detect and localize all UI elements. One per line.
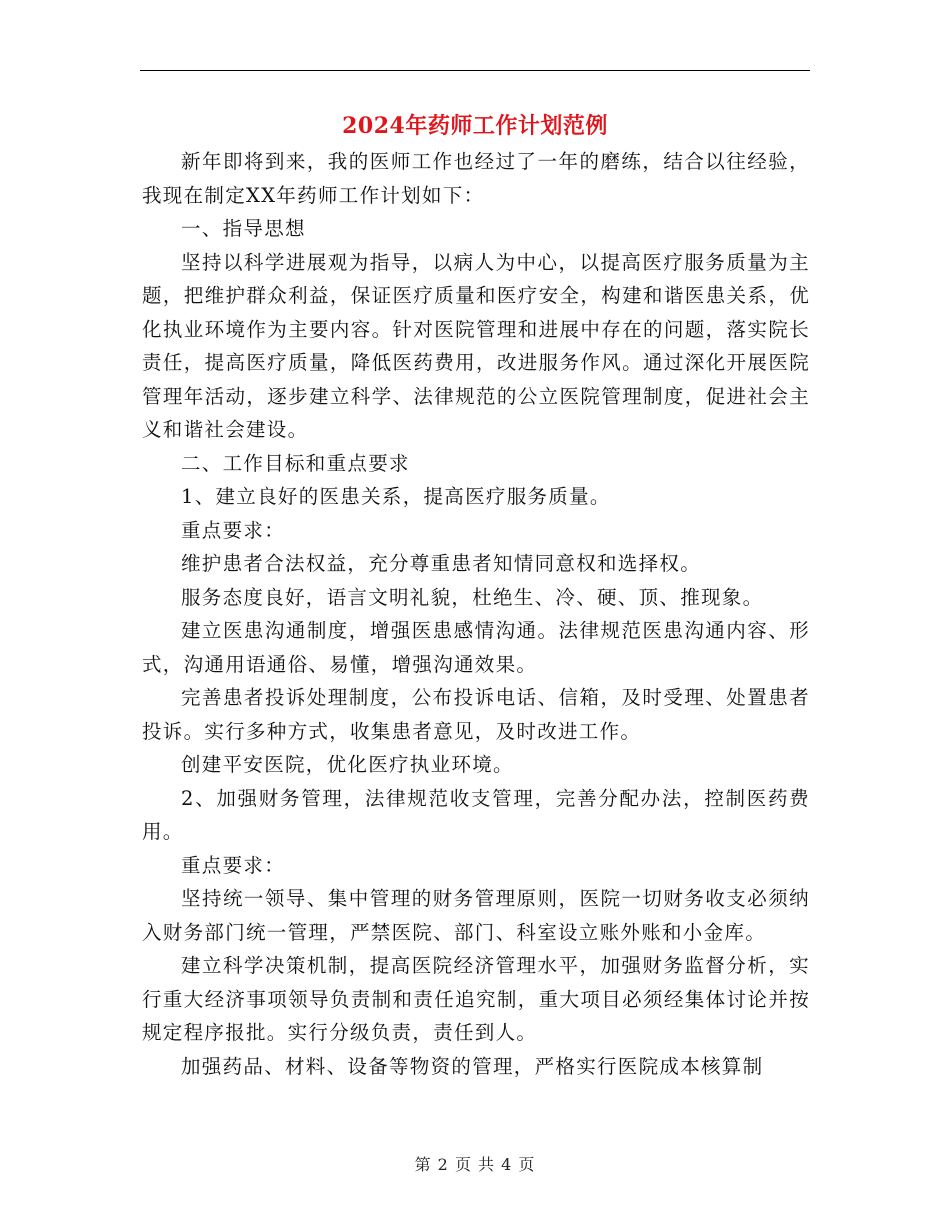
header-rule (140, 70, 810, 71)
key-requirements-label: 重点要求： (181, 518, 286, 542)
item-1-heading: 1、建立良好的医患关系，提高医疗服务质量。 (181, 485, 611, 508)
paragraph-financial-management: 坚持统一领导、集中管理的财务管理原则，医院一切财务收支必须纳入财务部门统一管理，严禁医院、部门、科室设立账外账和小金库。 (142, 887, 810, 944)
heading-guiding-ideology: 一、指导思想 (181, 217, 306, 240)
paragraph-service-attitude: 服务态度良好，语言文明礼貌，杜绝生、冷、硬、顶、推现象。 (181, 585, 764, 609)
document-body (142, 145, 810, 1083)
paragraph-guiding-ideology: 坚持以科学进展观为指导，以病人为中心，以提高医疗服务质量为主题，把维护群众利益，保证医疗质量和医疗安全，构建和谐医患关系，优化执业环境作为主要内容。针对医院管理和进展中存在的问题，落实院长责任，提高医疗质量，降低医药费用，改进服务作风。通过深化开展医院管理年活动，逐步建立科学、法律规范的公立医院管理制度，促进社会主义和谐社会建设。 (142, 250, 810, 441)
paragraph-complaints: 完善患者投诉处理制度，公布投诉电话、信箱，及时受理、处置患者投诉。实行多种方式，收集患者意见，及时改进工作。 (142, 686, 810, 743)
paragraph-decision-mechanism: 建立科学决策机制，提高医院经济管理水平，加强财务监督分析，实行重大经济事项领导负责制和责任追究制，重大项目必须经集体讨论并按规定程序报批。实行分级负责，责任到人。 (142, 954, 810, 1044)
heading-goals: 二、工作目标和重点要求 (181, 451, 410, 475)
paragraph-communication: 建立医患沟通制度，增强医患感情沟通。法律规范医患沟通内容、形式，沟通用语通俗、易懂，增强沟通效果。 (142, 619, 810, 676)
paragraph-safe-hospital: 创建平安医院，优化医疗执业环境。 (181, 753, 514, 776)
document-title: 2024年药师工作计划范例 (342, 113, 608, 139)
paragraph-patient-rights: 维护患者合法权益，充分尊重患者知情同意权和选择权。 (181, 552, 702, 575)
paragraph-intro: 新年即将到来，我的医师工作也经过了一年的磨练，结合以往经验，我现在制定XX年药师工作计划如下： (142, 150, 810, 207)
item-2-heading: 2、加强财务管理，法律规范收支管理，完善分配办法，控制医药费用。 (142, 786, 810, 843)
paragraph-materials-management: 加强药品、材料、设备等物资的管理，严格实行医院成本核算制 (181, 1054, 764, 1078)
page-number: 第 2 页 共 4 页 (414, 1155, 536, 1174)
key-requirements-label: 重点要求： (181, 853, 286, 877)
